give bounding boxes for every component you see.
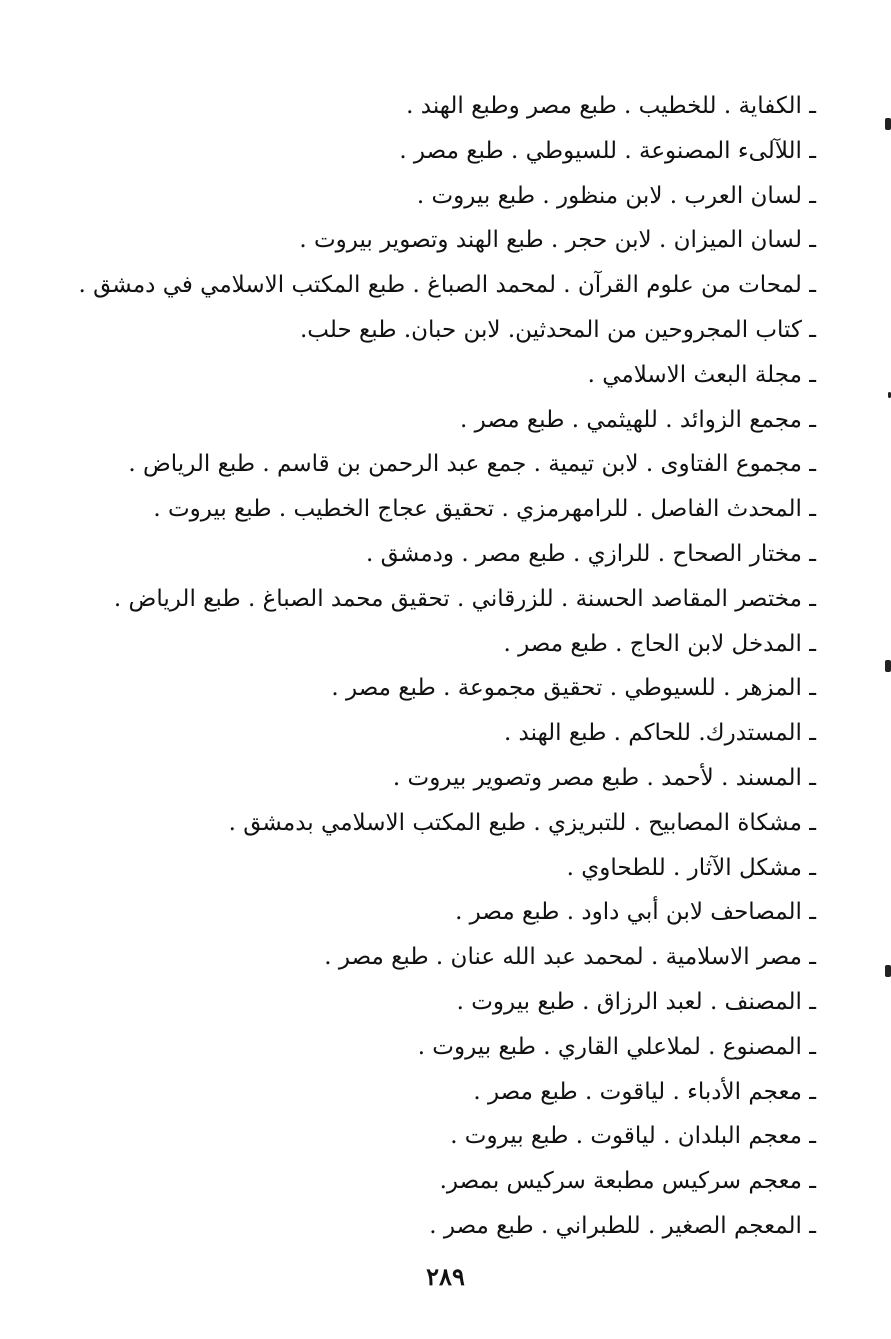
bibliography-entry: ـ المصنوع . لملاعلي القاري . طبع بيروت . xyxy=(417,1033,816,1060)
bibliography-entry: ـ معجم سركيس مطبعة سركيس بمصر. xyxy=(439,1168,816,1195)
scan-edge-mark xyxy=(885,118,891,130)
bibliography-entry: ـ مختار الصحاح . للرازي . طبع مصر . ودمشق . xyxy=(366,540,816,567)
bibliography-entry: ـ مجمع الزوائد . للهيثمي . طبع مصر . xyxy=(460,406,816,433)
bibliography-entry: ـ المدخل لابن الحاج . طبع مصر . xyxy=(503,630,816,657)
bibliography-entry: ـ مصر الاسلامية . لمحمد عبد الله عنان . طبع مصر . xyxy=(324,944,816,971)
bibliography-entry: ـ مجموع الفتاوى . لابن تيمية . جمع عبد الرحمن بن قاسم . طبع الرياض . xyxy=(128,451,816,478)
bibliography-entry: ـ لسان الميزان . لابن حجر . طبع الهند وتصوير بيروت . xyxy=(299,227,816,254)
bibliography-entry: ـ مشكل الآثار . للطحاوي . xyxy=(566,854,816,881)
bibliography-entry: ـ لسان العرب . لابن منظور . طبع بيروت . xyxy=(416,182,816,209)
bibliography-entry: ـ لمحات من علوم القرآن . لمحمد الصباغ . طبع المكتب الاسلامي في دمشق . xyxy=(78,272,816,299)
bibliography-entry: ـ المسند . لأحمد . طبع مصر وتصوير بيروت . xyxy=(392,764,816,791)
page-number: ٢٨٩ xyxy=(426,1262,465,1291)
bibliography-entry: ـ اللآلىء المصنوعة . للسيوطي . طبع مصر . xyxy=(399,137,816,164)
scan-edge-mark xyxy=(885,660,891,672)
bibliography-entry: ـ المحدث الفاصل . للرامهرمزي . تحقيق عجاج الخطيب . طبع بيروت . xyxy=(153,496,816,523)
bibliography-entry: ـ المعجم الصغير . للطبراني . طبع مصر . xyxy=(429,1212,816,1239)
bibliography-entry: ـ مختصر المقاصد الحسنة . للزرقاني . تحقيق محمد الصباغ . طبع الرياض . xyxy=(113,585,816,612)
scan-edge-mark xyxy=(885,965,891,977)
bibliography-entry: ـ المستدرك. للحاكم . طبع الهند . xyxy=(503,720,816,747)
bibliography-entry: ـ المزهر . للسيوطي . تحقيق مجموعة . طبع مصر . xyxy=(331,675,816,702)
bibliography-entry: ـ مجلة البعث الاسلامي . xyxy=(587,361,816,388)
bibliography-entry: ـ مشكاة المصابيح . للتبريزي . طبع المكتب الاسلامي بدمشق . xyxy=(228,809,816,836)
bibliography-entry: ـ معجم البلدان . لياقوت . طبع بيروت . xyxy=(450,1123,816,1150)
bibliography-entry: ـ كتاب المجروحين من المحدثين. لابن حبان. طبع حلب. xyxy=(300,316,816,343)
bibliography-entry: ـ معجم الأدباء . لياقوت . طبع مصر . xyxy=(473,1078,816,1105)
bibliography-list xyxy=(76,84,816,1249)
bibliography-entry: ـ الكفاية . للخطيب . طبع مصر وطبع الهند . xyxy=(406,93,816,119)
bibliography-entry: ـ المصنف . لعبد الرزاق . طبع بيروت . xyxy=(456,988,816,1015)
bibliography-entry: ـ المصاحف لابن أبي داود . طبع مصر . xyxy=(455,899,816,926)
